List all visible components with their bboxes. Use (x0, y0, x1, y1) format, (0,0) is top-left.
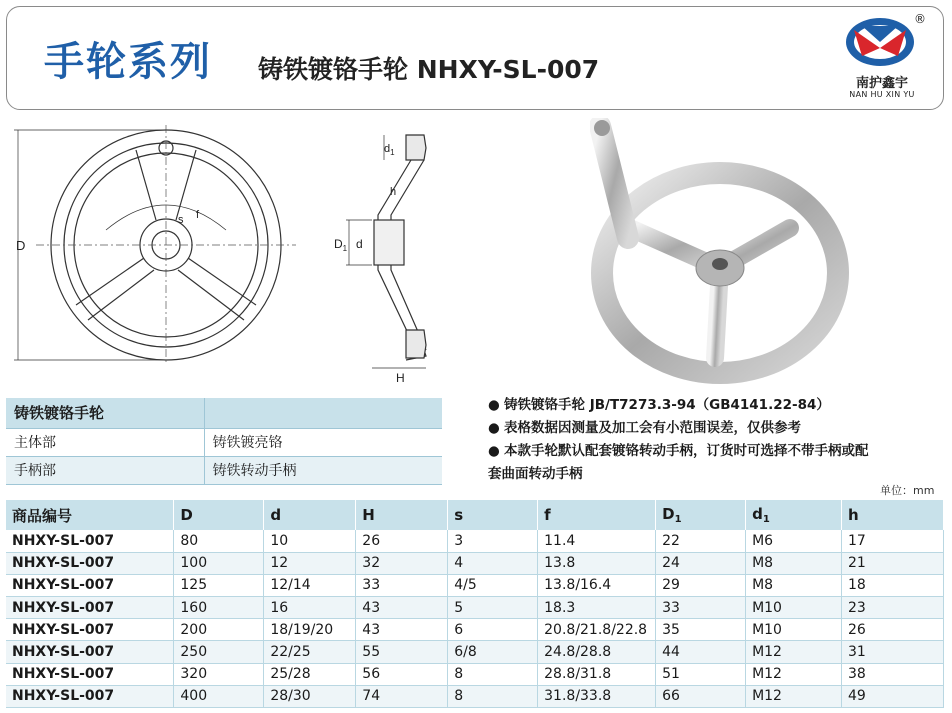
product-title: 铸铁镀铬手轮 NHXY-SL-007 (258, 55, 600, 84)
table-cell: M12 (746, 663, 842, 685)
model-cell: NHXY-SL-007 (6, 641, 174, 663)
table-cell: 80 (174, 530, 264, 552)
unit-label: 单位：mm (880, 484, 935, 497)
table-cell: M12 (746, 641, 842, 663)
table-row (6, 552, 944, 574)
table-cell: 18 (842, 574, 944, 596)
material-value: 铸铁转动手柄 (204, 456, 442, 484)
note-item: ● 铸铁镀铬手轮 JB/T7273.3-94（GB4141.22-84） (488, 397, 830, 413)
table-row (6, 530, 944, 552)
label-H: H (396, 371, 405, 385)
model-cell: NHXY-SL-007 (6, 552, 174, 574)
table-cell: 55 (356, 641, 448, 663)
column-header: h (842, 500, 944, 530)
table-cell: M8 (746, 574, 842, 596)
table-cell: 12/14 (264, 574, 356, 596)
table-cell: 200 (174, 619, 264, 641)
column-header: 商品编号 (6, 500, 174, 530)
column-header: d (264, 500, 356, 530)
table-cell: 4 (448, 552, 538, 574)
brand-logo (832, 12, 932, 104)
table-cell: M10 (746, 619, 842, 641)
material-part: 主体部 (6, 428, 204, 456)
table-cell: 12 (264, 552, 356, 574)
material-table (6, 398, 442, 485)
table-cell: 18.3 (538, 597, 656, 619)
table-row (6, 685, 944, 707)
table-cell: 44 (656, 641, 746, 663)
table-cell: 8 (448, 663, 538, 685)
table-cell: 31.8/33.8 (538, 685, 656, 707)
table-cell: 24 (656, 552, 746, 574)
table-cell: 28/30 (264, 685, 356, 707)
table-row (6, 619, 944, 641)
table-cell: 160 (174, 597, 264, 619)
label-D: D (16, 238, 26, 253)
table-cell: 3 (448, 530, 538, 552)
table-cell: 26 (356, 530, 448, 552)
column-header: $d_1$ (746, 500, 842, 530)
table-cell: 100 (174, 552, 264, 574)
model-cell: NHXY-SL-007 (6, 685, 174, 707)
table-cell: 125 (174, 574, 264, 596)
table-cell: 25/28 (264, 663, 356, 685)
table-cell: M6 (746, 530, 842, 552)
series-title: 手轮系列 (44, 39, 212, 85)
table-row (6, 641, 944, 663)
table-cell: 4/5 (448, 574, 538, 596)
column-header: H (356, 500, 448, 530)
table-cell: 24.8/28.8 (538, 641, 656, 663)
table-cell: 17 (842, 530, 944, 552)
label-h: h (390, 186, 397, 198)
table-cell: 33 (656, 597, 746, 619)
table-cell: 250 (174, 641, 264, 663)
table-cell: 43 (356, 619, 448, 641)
table-cell: 22/25 (264, 641, 356, 663)
label-D1: $D_1$ (334, 237, 348, 253)
table-cell: 74 (356, 685, 448, 707)
model-cell: NHXY-SL-007 (6, 619, 174, 641)
material-part: 手柄部 (6, 456, 204, 484)
table-cell: 11.4 (538, 530, 656, 552)
spec-table-header (6, 500, 944, 530)
table-cell: 10 (264, 530, 356, 552)
table-cell: 320 (174, 663, 264, 685)
model-cell: NHXY-SL-007 (6, 663, 174, 685)
column-header: f (538, 500, 656, 530)
table-cell: 6/8 (448, 641, 538, 663)
table-cell: M10 (746, 597, 842, 619)
notes-list (488, 394, 948, 486)
label-f: f (196, 209, 200, 221)
table-cell: 35 (656, 619, 746, 641)
model-cell: NHXY-SL-007 (6, 530, 174, 552)
table-cell: 23 (842, 597, 944, 619)
table-cell: 31 (842, 641, 944, 663)
table-cell: 400 (174, 685, 264, 707)
table-cell: 56 (356, 663, 448, 685)
table-cell: 13.8/16.4 (538, 574, 656, 596)
table-cell: 32 (356, 552, 448, 574)
table-cell: M12 (746, 685, 842, 707)
table-cell: 49 (842, 685, 944, 707)
note-item-continued: 套曲面转动手柄 (488, 466, 583, 482)
registered-mark: ® (914, 12, 926, 26)
table-row (6, 663, 944, 685)
label-s: s (178, 214, 184, 226)
table-cell: 21 (842, 552, 944, 574)
table-cell: 18/19/20 (264, 619, 356, 641)
table-cell: 66 (656, 685, 746, 707)
table-cell: 16 (264, 597, 356, 619)
model-cell: NHXY-SL-007 (6, 574, 174, 596)
table-cell: 29 (656, 574, 746, 596)
label-d1: $d_1$ (384, 143, 395, 157)
table-cell: 22 (656, 530, 746, 552)
table-cell: 13.8 (538, 552, 656, 574)
table-cell: 38 (842, 663, 944, 685)
table-row (6, 597, 944, 619)
note-item: ● 本款手轮默认配套镀铬转动手柄，订货时可选择不带手柄或配 (488, 443, 869, 459)
model-cell: NHXY-SL-007 (6, 597, 174, 619)
column-header: $D_1$ (656, 500, 746, 530)
table-row (6, 574, 944, 596)
table-cell: 28.8/31.8 (538, 663, 656, 685)
spec-table (6, 500, 944, 708)
note-item: ● 表格数据因测量及加工会有小范围误差，仅供参考 (488, 420, 801, 436)
table-cell: 26 (842, 619, 944, 641)
logo-chinese-name: 南护鑫宇 (855, 76, 908, 91)
handwheel-photo (590, 118, 850, 388)
table-cell: 20.8/21.8/22.8 (538, 619, 656, 641)
column-header: D (174, 500, 264, 530)
table-cell: 8 (448, 685, 538, 707)
material-table-title: 铸铁镀铬手轮 (6, 398, 204, 428)
table-cell: 33 (356, 574, 448, 596)
table-cell: 6 (448, 619, 538, 641)
table-cell: 5 (448, 597, 538, 619)
column-header: s (448, 500, 538, 530)
table-cell: M8 (746, 552, 842, 574)
logo-english-name: NAN HU XIN YU (849, 90, 915, 99)
table-cell: 43 (356, 597, 448, 619)
technical-drawing (6, 120, 446, 390)
table-cell: 51 (656, 663, 746, 685)
material-value: 铸铁镀亮铬 (204, 428, 442, 456)
label-d: d (356, 237, 363, 251)
